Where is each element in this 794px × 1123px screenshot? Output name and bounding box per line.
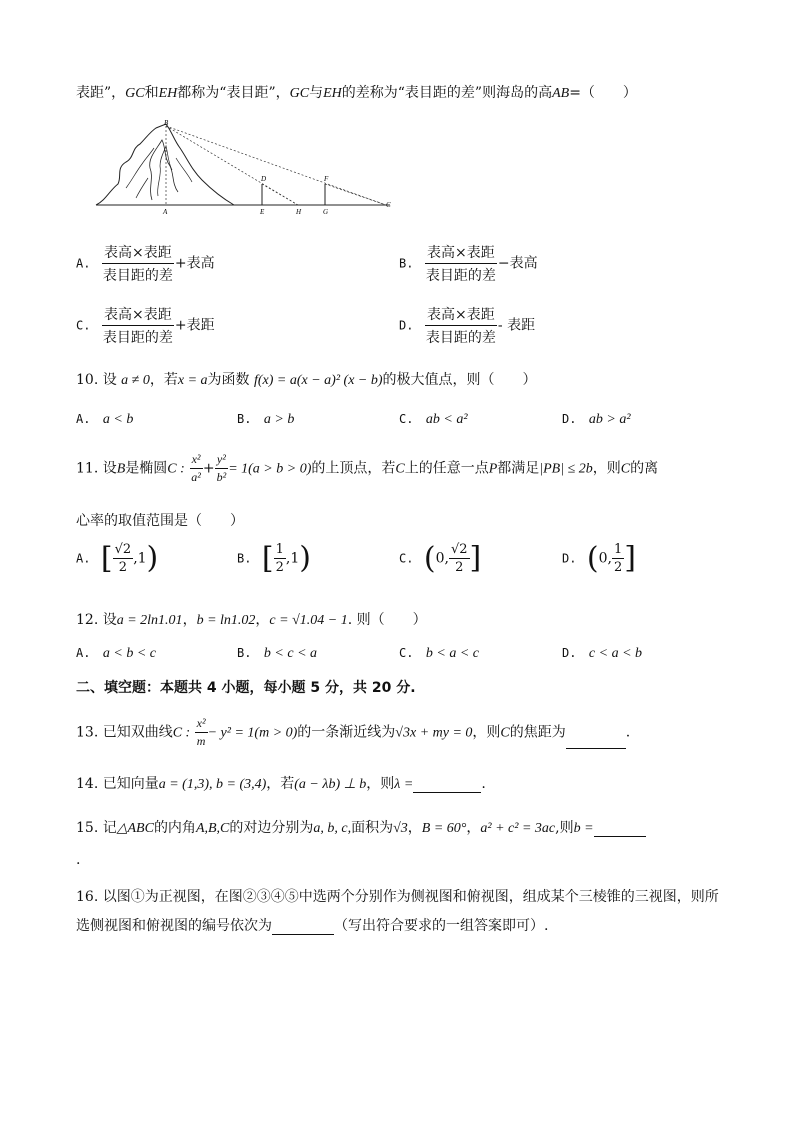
q15-sep2: ， <box>466 820 481 836</box>
fraction-denominator: a² <box>191 470 201 484</box>
q9-intro: 表距”， <box>76 85 126 101</box>
q12-option-a[interactable] <box>76 645 156 662</box>
bracket-open: ( <box>423 540 436 576</box>
q13-mid: 的一条渐近线为 <box>297 724 396 741</box>
fraction-denominator: 2 <box>455 560 464 575</box>
option-tail: +表高 <box>174 255 215 272</box>
q12-stem <box>76 609 427 629</box>
label-H: H <box>296 208 302 216</box>
option-label: A. <box>76 256 91 271</box>
q10-func: f(x) = a(x − a)² (x − b) <box>253 373 383 388</box>
option-text: a < b <box>102 412 134 427</box>
option-label: D. <box>399 318 414 333</box>
fraction-denominator: 表目距的差 <box>102 330 173 346</box>
q11-ellipse-name: C : <box>167 461 185 477</box>
q15-sep: ， <box>407 820 422 836</box>
q13-C: C : <box>172 725 191 741</box>
fraction <box>274 542 286 575</box>
option-label: A. <box>76 551 91 566</box>
q12-c: c = √1.04 − 1 <box>269 613 348 628</box>
fraction <box>424 304 498 347</box>
q11-ellipse-rhs: = 1(a > b > 0) <box>228 461 312 477</box>
q10-xa: x = a <box>177 373 208 388</box>
q16-stem-line1: 16. 以图①为正视图，在图②③④⑤中选两个分别作为侧视图和俯视图，组成某个三棱锥的三视图，则所 <box>76 889 719 905</box>
q11-C: C <box>395 461 405 477</box>
fraction-numerator: x² <box>190 452 203 469</box>
answer-blank[interactable] <box>272 934 334 935</box>
bracket-open: [ <box>100 540 113 576</box>
q13-tail: ，则 <box>472 724 501 741</box>
q9-gc-2: GC <box>289 86 310 101</box>
q16-stem-line2 <box>76 915 548 935</box>
q12-sep1: ， <box>182 612 197 628</box>
q9-with: 与 <box>309 85 324 101</box>
fraction <box>189 452 203 485</box>
q9-eh: EH <box>158 86 178 101</box>
fraction-denominator: b² <box>216 470 227 484</box>
q11-stem-end: 的离 <box>630 460 659 477</box>
q16-line2-pre: 选侧视图和俯视图的编号依次为 <box>76 918 272 934</box>
option-text: ab < a² <box>425 412 468 427</box>
option-label: B. <box>237 646 252 660</box>
q12-b: b = ln1.02 <box>196 613 256 628</box>
bracket-open: ( <box>586 540 599 576</box>
q11-plus: + <box>202 460 215 477</box>
bracket-close: ] <box>624 540 636 576</box>
fraction-numerator: √2 <box>114 542 132 557</box>
q11-option-b[interactable] <box>237 542 311 575</box>
q9-diff-text: 的差称为“表目距的差”则海岛的高 <box>341 85 553 101</box>
fraction-numerator: 1 <box>613 542 623 557</box>
q11-stem-mid: 是椭圆 <box>125 460 168 477</box>
q15-stem <box>76 817 646 837</box>
fraction-denominator: 2 <box>613 560 623 575</box>
q9-and: 和 <box>144 85 159 101</box>
q15-b: b = <box>573 821 594 836</box>
option-text: b < c < a <box>263 646 318 661</box>
q9-called: 都称为“表目距”， <box>177 85 290 101</box>
q15-tri: △ABC <box>116 821 154 836</box>
bracket-close: ) <box>146 540 159 576</box>
q12-sep2: ， <box>255 612 270 628</box>
label-A: A <box>163 208 168 216</box>
option-label: B. <box>237 551 252 566</box>
q9-option-c[interactable] <box>76 304 215 347</box>
fraction-denominator: 2 <box>118 560 128 575</box>
fraction-denominator: 表目距的差 <box>425 330 496 346</box>
q9-tail: =（ ） <box>569 85 637 101</box>
q12-a: a = 2ln1.01 <box>116 613 183 628</box>
option-label: D. <box>562 412 577 426</box>
fraction-numerator: √2 <box>450 542 468 557</box>
fraction <box>449 542 470 575</box>
q10-stem-mid2: 为函数 <box>207 372 250 388</box>
q11-stem-mid3: 上的任意一点 <box>404 460 489 477</box>
q14-mid: ，若 <box>266 776 295 792</box>
fraction-denominator: 表目距的差 <box>102 268 173 284</box>
q11-stem-line2: 心率的取值范围是（ ） <box>76 513 244 529</box>
q13-dot: . <box>625 724 631 741</box>
fraction-numerator: 表高×表距 <box>425 242 497 264</box>
fraction-denominator: 表目距的差 <box>425 268 496 284</box>
q16-line2-post: （写出符合要求的一组答案即可）. <box>334 918 549 934</box>
q9-eh-2: EH <box>323 86 342 101</box>
option-text: ab > a² <box>588 412 631 427</box>
fraction <box>195 716 208 749</box>
q12-stem-pre: 12. 设 <box>76 612 117 628</box>
option-label: C. <box>399 551 414 566</box>
option-tail: - 表距 <box>497 317 536 334</box>
q15-sides: a, b, c, <box>313 821 352 836</box>
fraction <box>424 242 498 285</box>
label-C: C <box>386 201 391 209</box>
answer-blank[interactable] <box>594 836 646 837</box>
option-text: a > b <box>263 412 295 427</box>
fraction-numerator: 表高×表距 <box>102 304 174 326</box>
q12-option-b[interactable] <box>237 645 317 662</box>
q14-stem <box>76 773 486 793</box>
q11-option-d[interactable] <box>562 542 636 575</box>
bracket-close: ] <box>469 540 482 576</box>
option-pre: 0, <box>598 550 612 567</box>
q12-option-d[interactable] <box>562 645 642 662</box>
q13-stem <box>76 716 630 749</box>
fraction <box>101 304 175 347</box>
label-F: F <box>324 175 329 183</box>
q10-option-b[interactable] <box>237 411 294 428</box>
option-label: A. <box>76 412 91 426</box>
q11-P: P <box>488 461 498 477</box>
q11-C-2: C <box>620 461 631 477</box>
q9-option-b[interactable] <box>399 242 538 285</box>
option-label: C. <box>76 318 91 333</box>
q10-option-c[interactable] <box>399 411 468 428</box>
q15-stem-pre: 15. 记 <box>76 820 117 836</box>
q10-stem-tail: 的极大值点，则（ ） <box>382 372 537 388</box>
q11-option-c[interactable] <box>399 542 481 575</box>
label-G: G <box>323 208 329 216</box>
option-pre: 0, <box>435 550 449 567</box>
fraction-denominator: m <box>196 734 206 748</box>
q14-dot: . <box>481 776 486 792</box>
q9-ab: AB <box>552 86 570 101</box>
fraction-numerator: y² <box>215 452 228 469</box>
q15-mid1: 的内角 <box>153 820 196 836</box>
q13-asym: √3x + my = 0 <box>395 725 473 741</box>
q13-end: 的焦距为 <box>509 724 566 741</box>
section-heading: 二、填空题：本题共 4 小题，每小题 5 分，共 20 分. <box>76 680 416 696</box>
q9-stem-line <box>76 82 637 102</box>
q15-mid2: 的对边分别为 <box>229 820 314 836</box>
q15-angle-b: B = 60° <box>421 821 467 836</box>
q11-stem-mid5: ，则 <box>592 460 621 477</box>
q9-gc: GC <box>125 86 145 101</box>
q13-rhs: − y² = 1(m > 0) <box>207 725 298 741</box>
option-label: C. <box>399 646 414 660</box>
option-label: A. <box>76 646 91 660</box>
q12-option-c[interactable] <box>399 645 479 662</box>
q9-option-a[interactable] <box>76 242 215 285</box>
q14-lambda: λ = <box>394 777 414 792</box>
q14-cond: (a − λb) ⊥ b <box>294 777 367 792</box>
q11-stem-mid2: 的上顶点，若 <box>311 460 396 477</box>
fraction <box>113 542 134 575</box>
q11-stem-pre: 11. 设 <box>76 460 117 477</box>
option-label: B. <box>237 412 252 426</box>
option-text: c < a < b <box>588 646 643 661</box>
q10-cond: a ≠ 0 <box>121 373 150 388</box>
fraction-numerator: 1 <box>275 542 284 557</box>
q14-tail: ，则 <box>366 776 395 792</box>
fraction <box>612 542 624 575</box>
q15-dot: . <box>76 852 81 868</box>
q13-stem-pre: 13. 已知双曲线 <box>76 724 173 741</box>
option-tail: −表高 <box>497 255 538 272</box>
option-tail: +表距 <box>174 317 215 334</box>
option-label: D. <box>562 646 577 660</box>
answer-blank[interactable] <box>413 792 481 793</box>
label-D: D <box>261 175 267 183</box>
option-rest: ,1 <box>285 550 300 567</box>
q10-option-a[interactable] <box>76 411 133 428</box>
q11-stem-mid4: 都满足 <box>497 460 540 477</box>
q15-mid3: 面积为 <box>351 820 394 836</box>
label-B: B <box>164 119 169 127</box>
q13-C-2: C <box>500 725 510 741</box>
island-figure <box>92 118 398 220</box>
q15-tail: ,则 <box>555 820 574 836</box>
q11-option-a[interactable] <box>76 542 158 575</box>
bracket-close: ) <box>299 540 311 576</box>
q15-area: √3 <box>393 821 408 836</box>
option-label: C. <box>399 412 414 426</box>
fraction-denominator: 2 <box>275 560 284 575</box>
q15-cond: a² + c² = 3ac <box>480 821 556 836</box>
q11-cond: |PB| ≤ 2b <box>539 461 593 477</box>
q12-stem-tail: . 则（ ） <box>347 612 427 628</box>
q14-vecs: a = (1,3), b = (3,4) <box>158 777 267 792</box>
q11-B: B <box>116 461 126 477</box>
fraction-numerator: 表高×表距 <box>102 242 174 264</box>
option-text: a < b < c <box>102 646 157 661</box>
q10-stem-mid: ，若 <box>149 372 178 388</box>
answer-blank[interactable] <box>566 748 626 749</box>
option-label: D. <box>562 551 577 566</box>
q10-stem-pre: 10. 设 <box>76 372 117 388</box>
fraction <box>215 452 229 485</box>
q10-stem <box>76 369 537 389</box>
q10-option-d[interactable] <box>562 411 631 428</box>
fraction <box>101 242 175 285</box>
fraction-numerator: x² <box>195 716 208 733</box>
option-text: b < a < c <box>425 646 480 661</box>
bracket-open: [ <box>261 540 274 576</box>
label-E: E <box>260 208 265 216</box>
fraction-numerator: 表高×表距 <box>425 304 497 326</box>
option-label: B. <box>399 256 414 271</box>
q9-option-d[interactable] <box>399 304 535 347</box>
q14-stem-pre: 14. 已知向量 <box>76 776 159 792</box>
q11-stem <box>76 452 658 485</box>
q15-angles: A,B,C <box>195 821 230 836</box>
option-rest: ,1 <box>133 550 147 567</box>
